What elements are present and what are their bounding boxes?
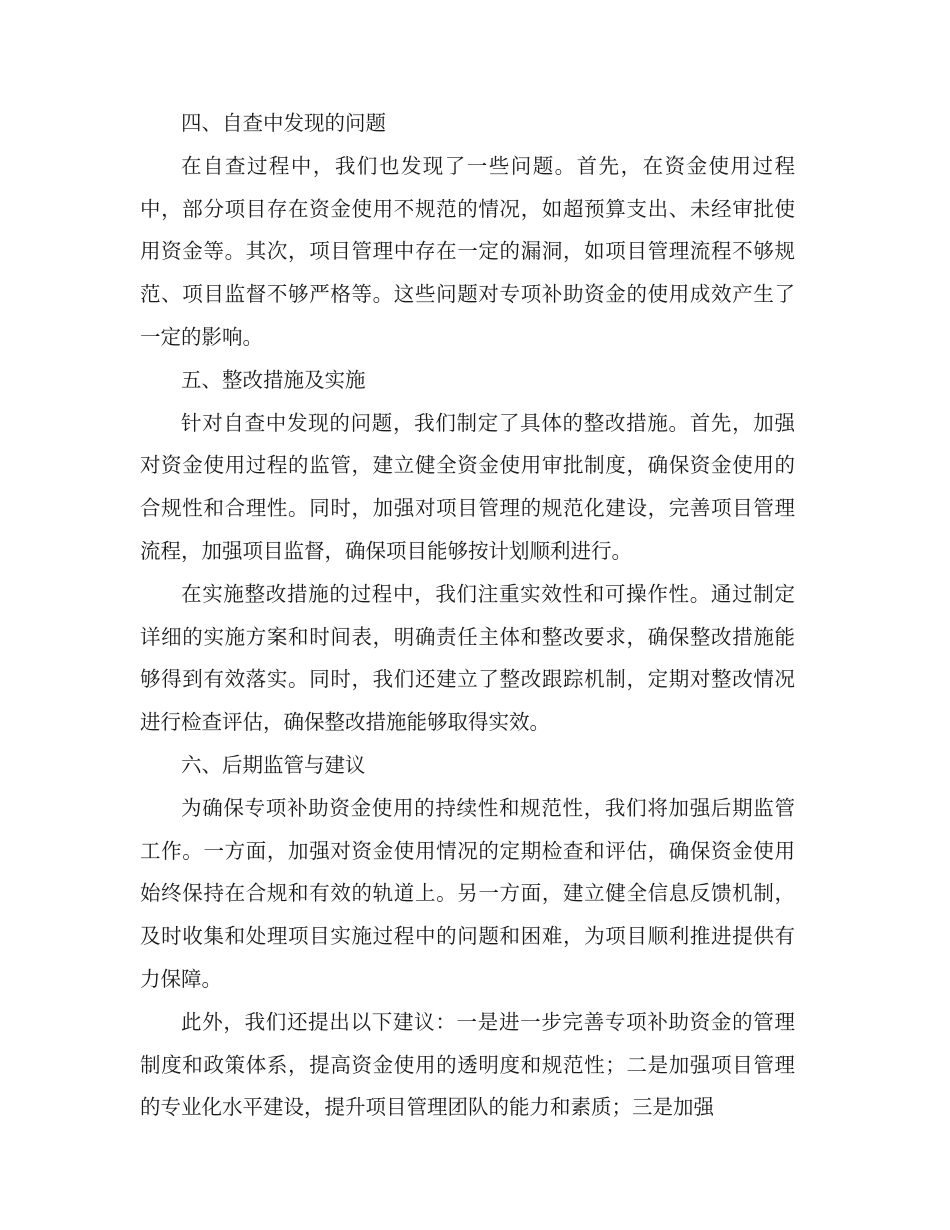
section-heading-self-check-problems: 四、自查中发现的问题	[181, 111, 386, 135]
document-page	[140, 102, 795, 1129]
paragraph-suggestions: 此外，我们还提出以下建议：一是进一步完善专项补助资金的管理制度和政策体系，提高资金使用的透明度和规范性；二是加强项目管理的专业化水平建设，提升项目管理团队的能力和素质；三是加强	[140, 1009, 795, 1120]
section-heading-rectification-measures: 五、整改措施及实施	[181, 367, 366, 392]
paragraph-rectification-measures: 针对自查中发现的问题，我们制定了具体的整改措施。首先，加强对资金使用过程的监管，建立健全资金使用审批制度，确保资金使用的合规性和合理性。同时，加强对项目管理的规范化建设，完善项目管理流程，加强项目监督，确保项目能够按计划顺利进行。	[140, 410, 795, 563]
section-heading-supervision-suggestions: 六、后期监管与建议	[181, 752, 366, 777]
paragraph-later-supervision: 为确保专项补助资金使用的持续性和规范性，我们将加强后期监管工作。一方面，加强对资金使用情况的定期检查和评估，确保资金使用始终保持在合规和有效的轨道上。另一方面，建立健全信息反馈机制，及时收集和处理项目实施过程中的问题和困难，为项目顺利推进提供有力保障。	[140, 795, 795, 991]
paragraph-problems-found: 在自查过程中，我们也发现了一些问题。首先，在资金使用过程中，部分项目存在资金使用不规范的情况，如超预算支出、未经审批使用资金等。其次，项目管理中存在一定的漏洞，如项目管理流程不够规范、项目监督不够严格等。这些问题对专项补助资金的使用成效产生了一定的影响。	[140, 153, 795, 349]
paragraph-rectification-implementation: 在实施整改措施的过程中，我们注重实效性和可操作性。通过制定详细的实施方案和时间表，明确责任主体和整改要求，确保整改措施能够得到有效落实。同时，我们还建立了整改跟踪机制，定期对整改情况进行检查评估，确保整改措施能够取得实效。	[140, 581, 795, 735]
